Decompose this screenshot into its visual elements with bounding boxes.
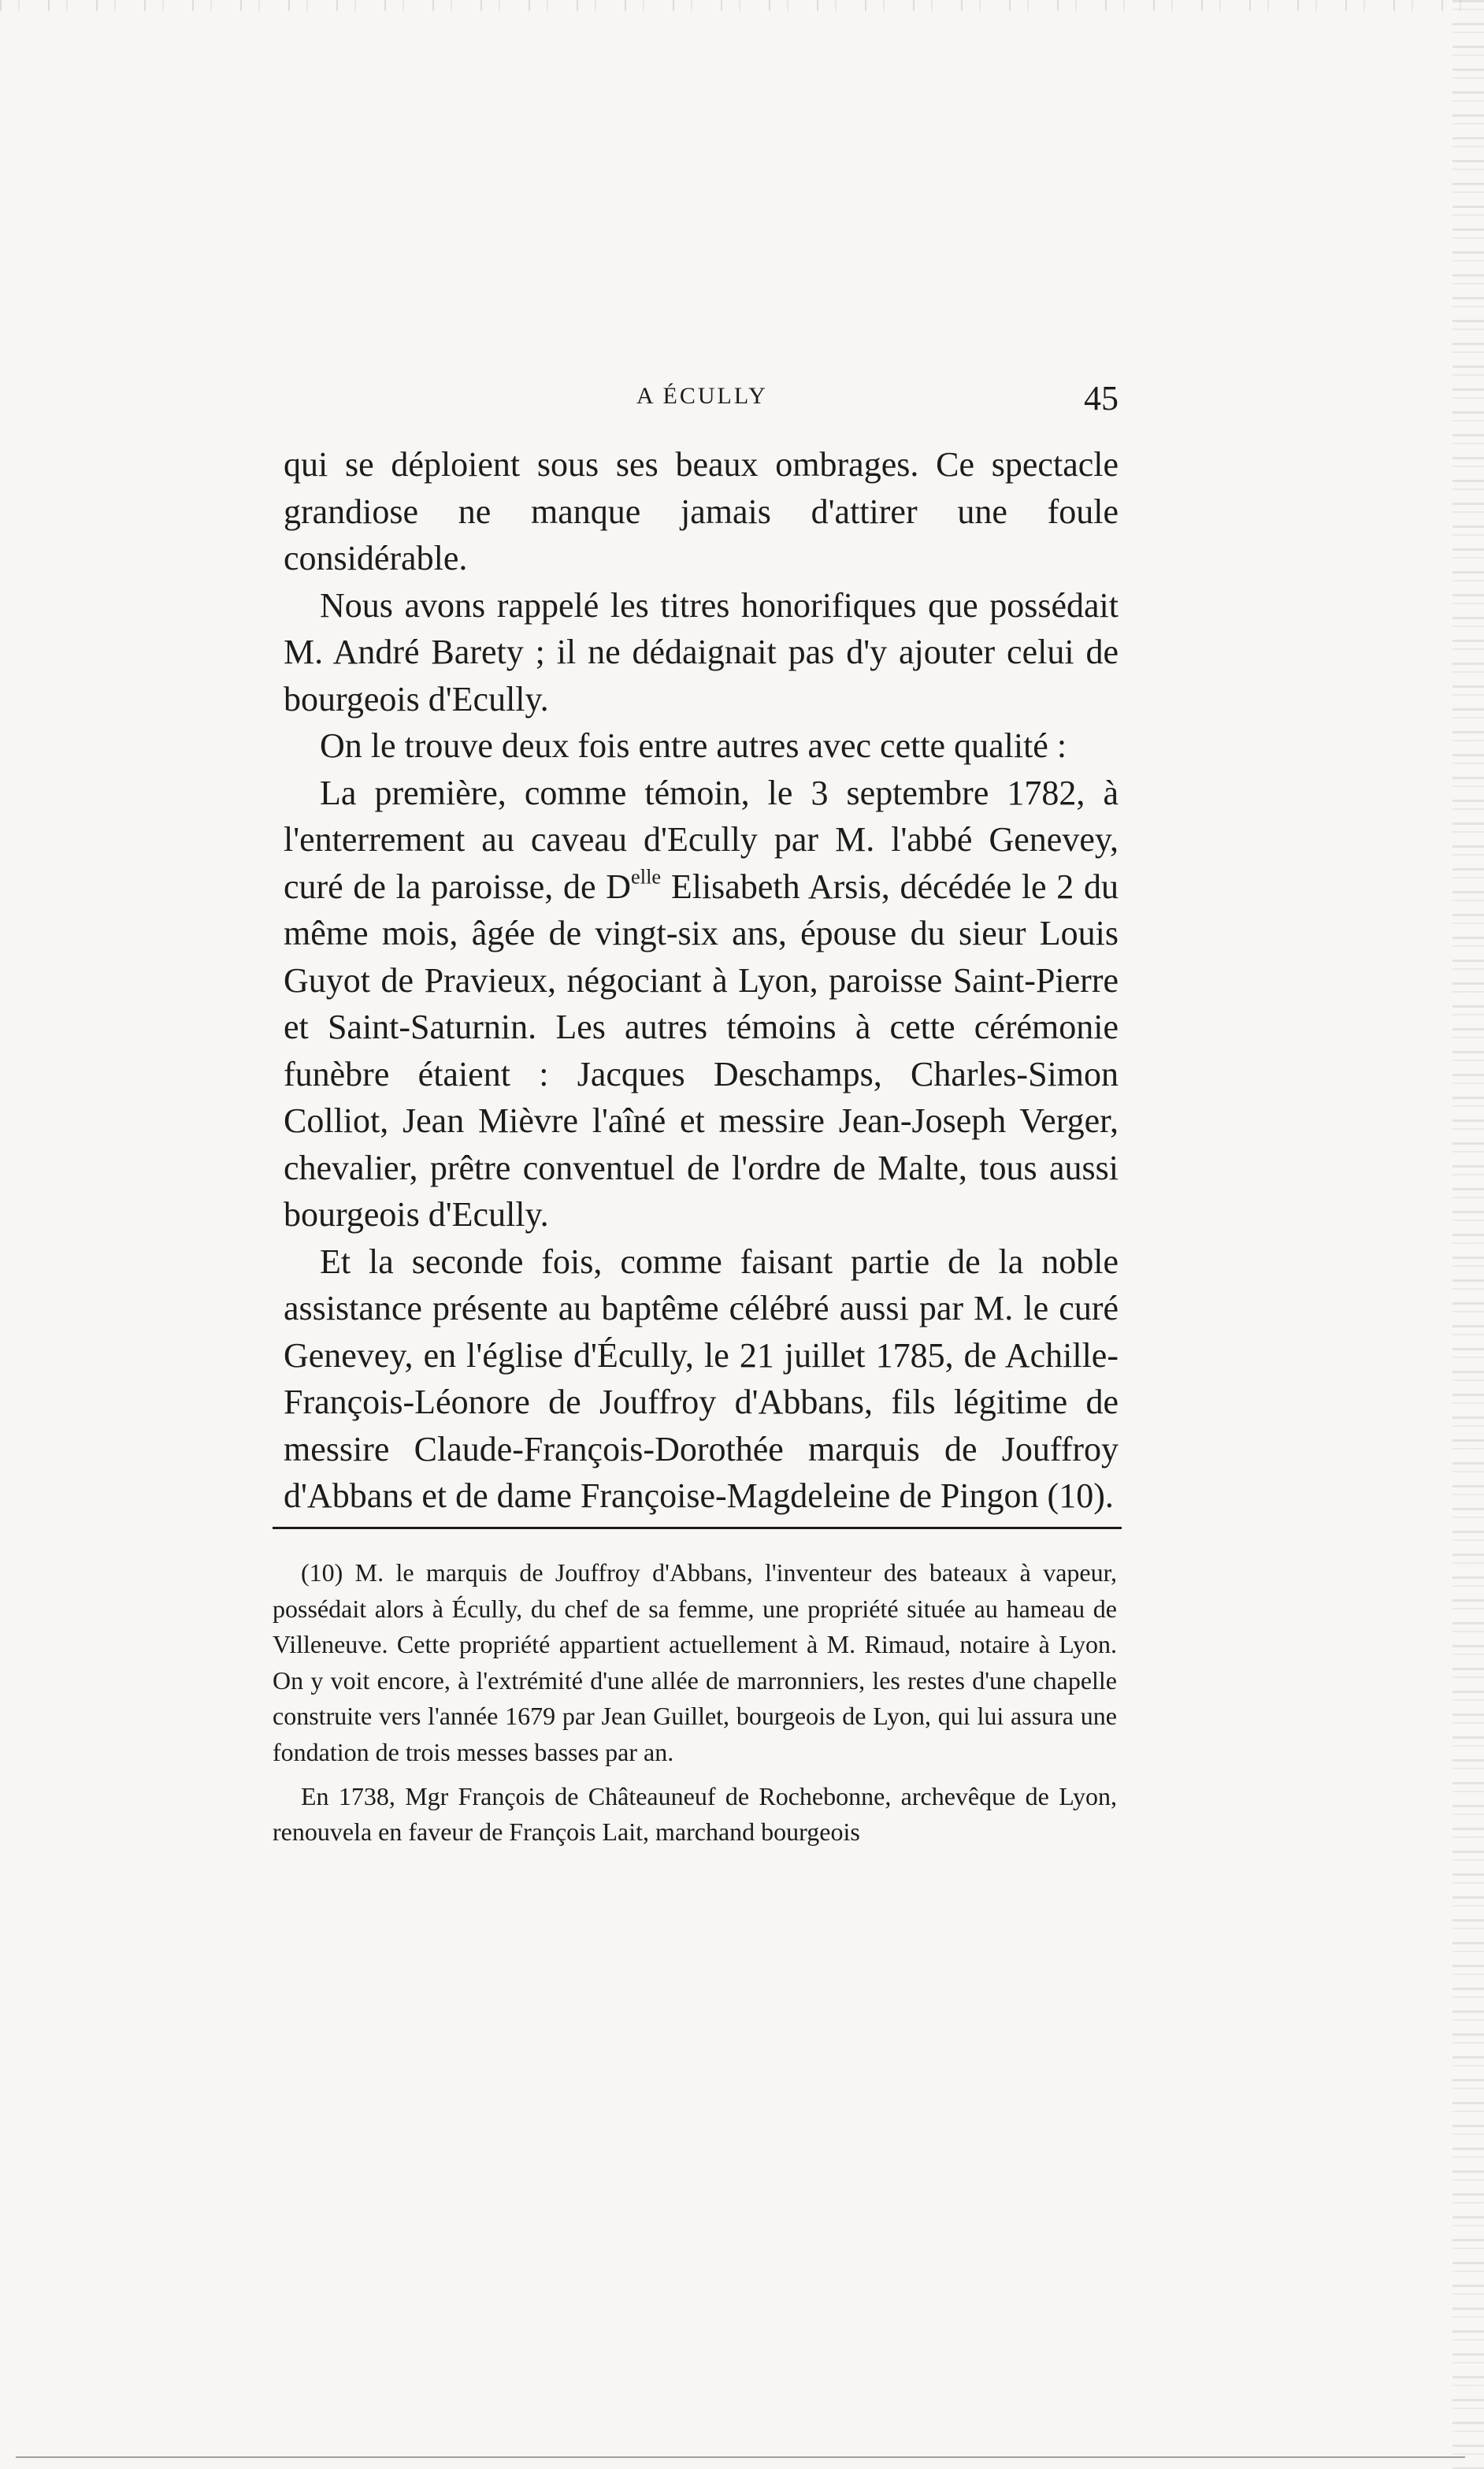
footnote-divider [273, 1527, 1122, 1529]
superscript-elle: elle [631, 864, 662, 889]
paragraph-3: On le trouve deux fois entre autres avec cette qualité : [320, 726, 1067, 765]
page-number: 45 [1084, 379, 1119, 418]
scan-noise-top [0, 0, 1484, 11]
footnotes [273, 1555, 1117, 1858]
paragraph-1: qui se déploient sous ses beaux ombrages. Ce spectacle grandiose ne manque jamais d'attirer une foule considérable. [284, 445, 1119, 577]
running-title: A ÉCULLY [636, 383, 768, 409]
scan-edge-bottom [16, 2456, 1465, 2458]
paragraph-2: Nous avons rappelé les titres honorifiques que possédait M. André Barety ; il ne dédaignait pas d'y ajouter celui de bourgeois d'Ecully. [284, 585, 1119, 718]
paragraph-4-part-b: Elisabeth Arsis, décédée le 2 du même mois, âgée de vingt-six ans, épouse du sieur Louis Guyot de Pravieux, négociant à Lyon, paroisse Saint-Pierre et Saint-Saturnin. Les autres témoins à cette cérémonie funèbre étaient : Jacques Deschamps, Charles-Simon Colliot, Jean Mièvre l'aîné et messire Jean-Joseph Verger, chevalier, prêtre conventuel de l'ordre de Malte, tous aussi bourgeois d'Ecully. [284, 867, 1119, 1234]
body-text [284, 441, 1119, 1520]
paragraph-4-part-a: La première, comme témoin, le 3 septembre 1782, à l'enterrement au caveau d'Ecully par M. l'abbé Genevey, curé de la paroisse, de D [284, 773, 1119, 906]
footnote-continuation: En 1738, Mgr François de Châteauneuf de Rochebonne, archevêque de Lyon, renouvela en faveur de François Lait, marchand bourgeois [273, 1781, 1117, 1847]
scan-noise-edge [1452, 0, 1484, 2469]
paragraph-5: Et la seconde fois, comme faisant partie de la noble assistance présente au baptême célébré aussi par M. le curé Genevey, en l'église d'Écully, le 21 juillet 1785, de Achille-François-Léonore de Jouffroy d'Abbans, fils légitime de messire Claude-François-Dorothée marquis de Jouffroy d'Abbans et de dame Françoise-Magdeleine de Pingon (10). [284, 1242, 1119, 1515]
paragraph-4 [284, 770, 1119, 1238]
footnote-10: (10) M. le marquis de Jouffroy d'Abbans, l'inventeur des bateaux à vapeur, possédait alors à Écully, du chef de sa femme, une propriété située au hameau de Villeneuve. Cette propriété appartient actuellement à M. Rimaud, notaire à Lyon. On y voit encore, à l'extrémité d'une allée de marronniers, les restes d'une chapelle construite vers l'année 1679 par Jean Guillet, bourgeois de Lyon, qui lui assura une fondation de trois messes basses par an. [273, 1558, 1117, 1766]
running-head [284, 379, 1119, 430]
